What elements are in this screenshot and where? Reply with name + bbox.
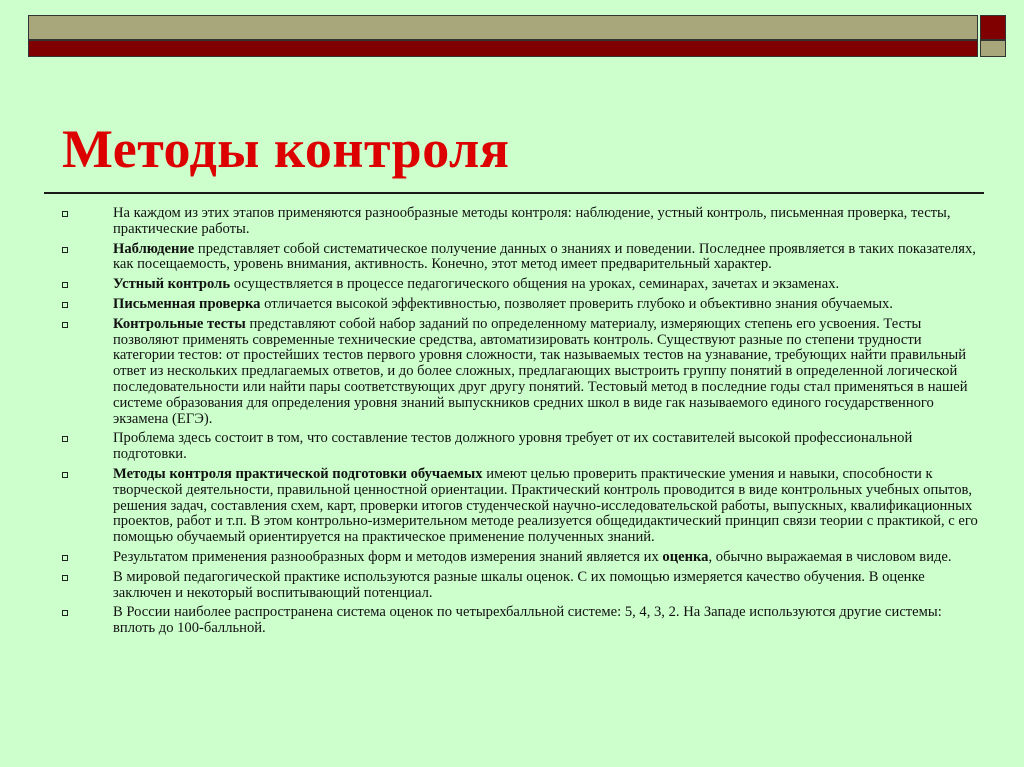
bullet-term: Устный контроль <box>113 276 231 293</box>
bullet-text: В России наиболее распространена система оценок по четырехбалльной системе: 5, 4, 3, 2. На Западе используются другие системы: вплоть до 100-балльной. <box>113 604 942 637</box>
bullet-term: Контрольные тесты <box>113 315 246 332</box>
square-bullet-icon <box>62 436 68 442</box>
bullet-item <box>58 605 978 637</box>
bullet-text: представляют собой набор заданий по определенному материалу, измеряющих степень его усвоения. Тесты позволяют применять современные технические средства, автоматизировать контроль. Существуют разные по степени трудности категории тестов: от простейших тестов первого уровня сложности, так называемых тестов на узнавание, требующих найти правильный ответ из нескольких предлагаемых ответов, и до более сложных, предлагающих выстроить группу понятий в определенной логической последовательности или найти пары соответствующих друг другу понятий. Тестовый метод в последние годы стал применяться в нашей системе образования для определения уровня знаний выпускников средних школ в виде гак называемого единого государственного экзамена (ЕГЭ). <box>113 315 968 427</box>
corner-square-red <box>980 15 1006 40</box>
header-band-olive <box>28 15 978 40</box>
square-bullet-icon <box>62 282 68 288</box>
bullet-text: В мировой педагогической практике используются разные шкалы оценок. С их помощью измеряется качество обучения. В оценке заключен и некоторый воспитывающий потенциал. <box>113 568 925 601</box>
bullet-item <box>58 277 978 293</box>
bullet-text: Проблема здесь состоит в том, что составление тестов должного уровня требует от их составителей высокой профессиональной подготовки. <box>113 430 913 463</box>
square-bullet-icon <box>62 610 68 616</box>
square-bullet-icon <box>62 322 68 328</box>
bullet-text-end: , обычно выражаемая в числовом виде. <box>708 548 952 565</box>
bullet-text: На каждом из этих этапов применяются разнообразные методы контроля: наблюдение, устный контроль, письменная проверка, тесты, практические работы. <box>113 205 951 237</box>
square-bullet-icon <box>62 302 68 308</box>
bullet-term: оценка <box>662 548 709 565</box>
bullet-item <box>58 550 978 566</box>
bullet-text: Результатом применения разнообразных форм и методов измерения знаний является их <box>113 548 663 565</box>
corner-square-olive <box>980 40 1006 57</box>
bullet-text: представляет собой систематическое получение данных о знаниях и поведении. Последнее проявляется в таких показателях, как посещаемость, уровень внимания, активность. Конечно, этот метод имеет предварительный характер. <box>113 240 976 273</box>
bullet-term: Методы контроля практической подготовки обучаемых <box>113 465 483 482</box>
bullet-item <box>58 317 978 428</box>
square-bullet-icon <box>62 575 68 581</box>
bullet-item <box>58 242 978 274</box>
bullet-term: Письменная проверка <box>113 295 261 312</box>
bullet-item <box>58 297 978 313</box>
title-divider <box>44 192 984 194</box>
bullet-term: Наблюдение <box>113 240 195 257</box>
square-bullet-icon <box>62 555 68 561</box>
square-bullet-icon <box>62 211 68 217</box>
bullet-list <box>58 206 978 641</box>
header-band-red <box>28 40 978 57</box>
bullet-text: осуществляется в процессе педагогического общения на уроках, семинарах, зачетах и экзаменах. <box>230 276 840 293</box>
slide-title: Методы контроля <box>62 119 510 179</box>
bullet-text: отличается высокой эффективностью, позволяет проверить глубоко и объективно знания обучаемых. <box>260 295 893 312</box>
bullet-item <box>58 206 978 238</box>
bullet-item <box>58 570 978 602</box>
square-bullet-icon <box>62 472 68 478</box>
bullet-item <box>58 431 978 463</box>
bullet-item <box>58 467 978 546</box>
bullet-text: имеют целью проверить практические умения и навыки, способности к творческой деятельности, правильной ценностной ориентации. Практический контроль проводится в виде контрольных учебных опытов, решения задач, составления схем, карт, проверки итогов студенческой научно-исследовательской работы, выпускных, квалификационных проектов, работ и т.п. В этом контрольно-измерительном методе реализуется общедидактический принцип связи теории с практикой, с его помощью обучаемый ориентируется на практическое применение полученных знаний. <box>113 465 978 546</box>
square-bullet-icon <box>62 247 68 253</box>
